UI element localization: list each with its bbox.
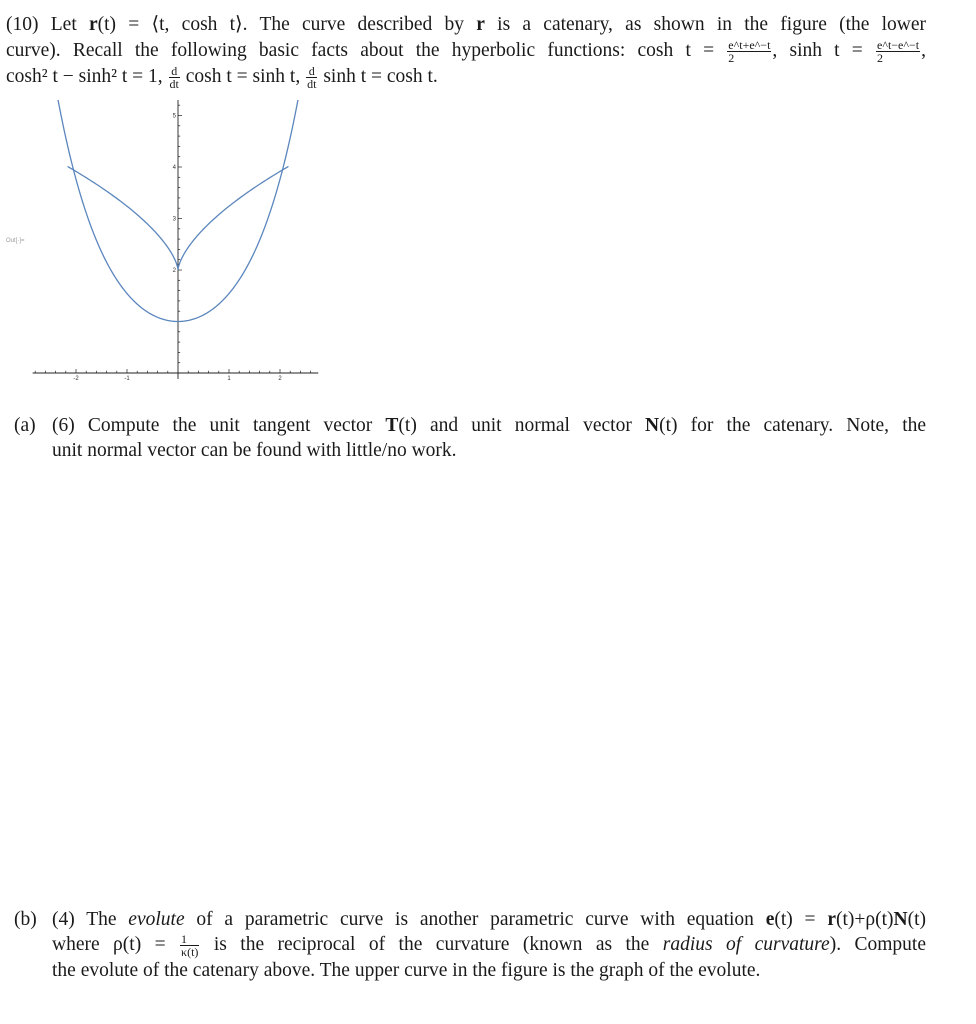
x-tick-label: -2 xyxy=(73,376,79,382)
part-b xyxy=(14,907,926,983)
pythagorean-identity: cosh² t − sinh² t = 1, xyxy=(6,66,163,88)
vector-T: T xyxy=(385,415,399,436)
problem-intro xyxy=(6,12,926,90)
out-label: Out[·]= xyxy=(6,238,25,244)
catenary-curve xyxy=(48,100,303,322)
catenary-figure xyxy=(0,100,330,390)
part-b-label: (b) xyxy=(14,909,37,930)
vector-r: r xyxy=(88,14,98,35)
y-tick-label: 4 xyxy=(172,165,176,171)
intro-line-1: (10) Let r(t) = ⟨t, cosh t⟩. The curve described by r is a catenary, as shown in the figure (the lower xyxy=(6,14,927,35)
part-a-points: (6) xyxy=(52,415,75,436)
vector-e: e xyxy=(765,909,775,930)
vector-N: N xyxy=(645,415,660,436)
part-b-text: (4) The evolute of a parametric curve is another parametric curve with equation e(t) = r(t)+ρ(t)N(t) where ρ(t) = $\frac{1}{\kappa(t)}$ is the reciprocal of the curvature (known as the radius of curvature). Compute the evolute of the catenary above. The upper curve in the figure is the graph of the evolute. xyxy=(52,909,927,982)
derivative-sinh: sinh t = cosh t. xyxy=(323,66,438,88)
derivative-fraction-2: $\frac{d}{dt}$ xyxy=(307,64,317,92)
part-a xyxy=(14,413,926,463)
derivative-cosh: cosh t = sinh t, xyxy=(185,66,301,88)
curves xyxy=(48,100,303,322)
problem-number: (10) xyxy=(6,14,39,35)
intro-line-2: curve). Recall the following basic facts about the hyperbolic functions: cosh t = $\frac{e\^{}t+e\^{}-t}{2}$ , sinh t = $\frac{e\^{}t-e\^{}-t}{2}$ , xyxy=(6,38,926,66)
sinh-definition: , sinh t = xyxy=(772,40,863,61)
y-tick-label: 2 xyxy=(172,268,176,274)
part-b-points: (4) xyxy=(52,909,75,930)
cosh-definition: cosh t = xyxy=(637,40,715,61)
radius-of-curvature-term: radius of curvature xyxy=(662,934,830,955)
x-tick-label: -1 xyxy=(124,376,130,382)
y-tick-label: 5 xyxy=(172,113,176,120)
axes xyxy=(33,100,319,379)
part-a-text: (6) Compute the unit tangent vector T(t) and unit normal vector N(t) for the catenary. Note, the unit normal vector can be found with little/no work. xyxy=(52,415,927,461)
part-a-label: (a) xyxy=(14,415,36,436)
rho-fraction: $\frac{1}{\kappa(t)}$ xyxy=(181,932,199,960)
derivative-fraction: $\frac{d}{dt}$ xyxy=(169,64,179,92)
intro-line-3 xyxy=(6,64,926,90)
sinh-fraction: $\frac{e\^{}t-e\^{}-t}{2}$ xyxy=(877,38,920,66)
x-tick-label: 1 xyxy=(227,376,231,382)
cosh-fraction: $\frac{e\^{}t+e\^{}-t}{2}$ xyxy=(728,38,771,66)
evolute-term: evolute xyxy=(128,909,185,930)
y-tick-label: 3 xyxy=(172,216,176,223)
ticks xyxy=(35,100,310,382)
x-tick-label: 2 xyxy=(278,376,282,382)
r-definition: (t) = ⟨t, cosh t⟩. xyxy=(97,14,248,35)
